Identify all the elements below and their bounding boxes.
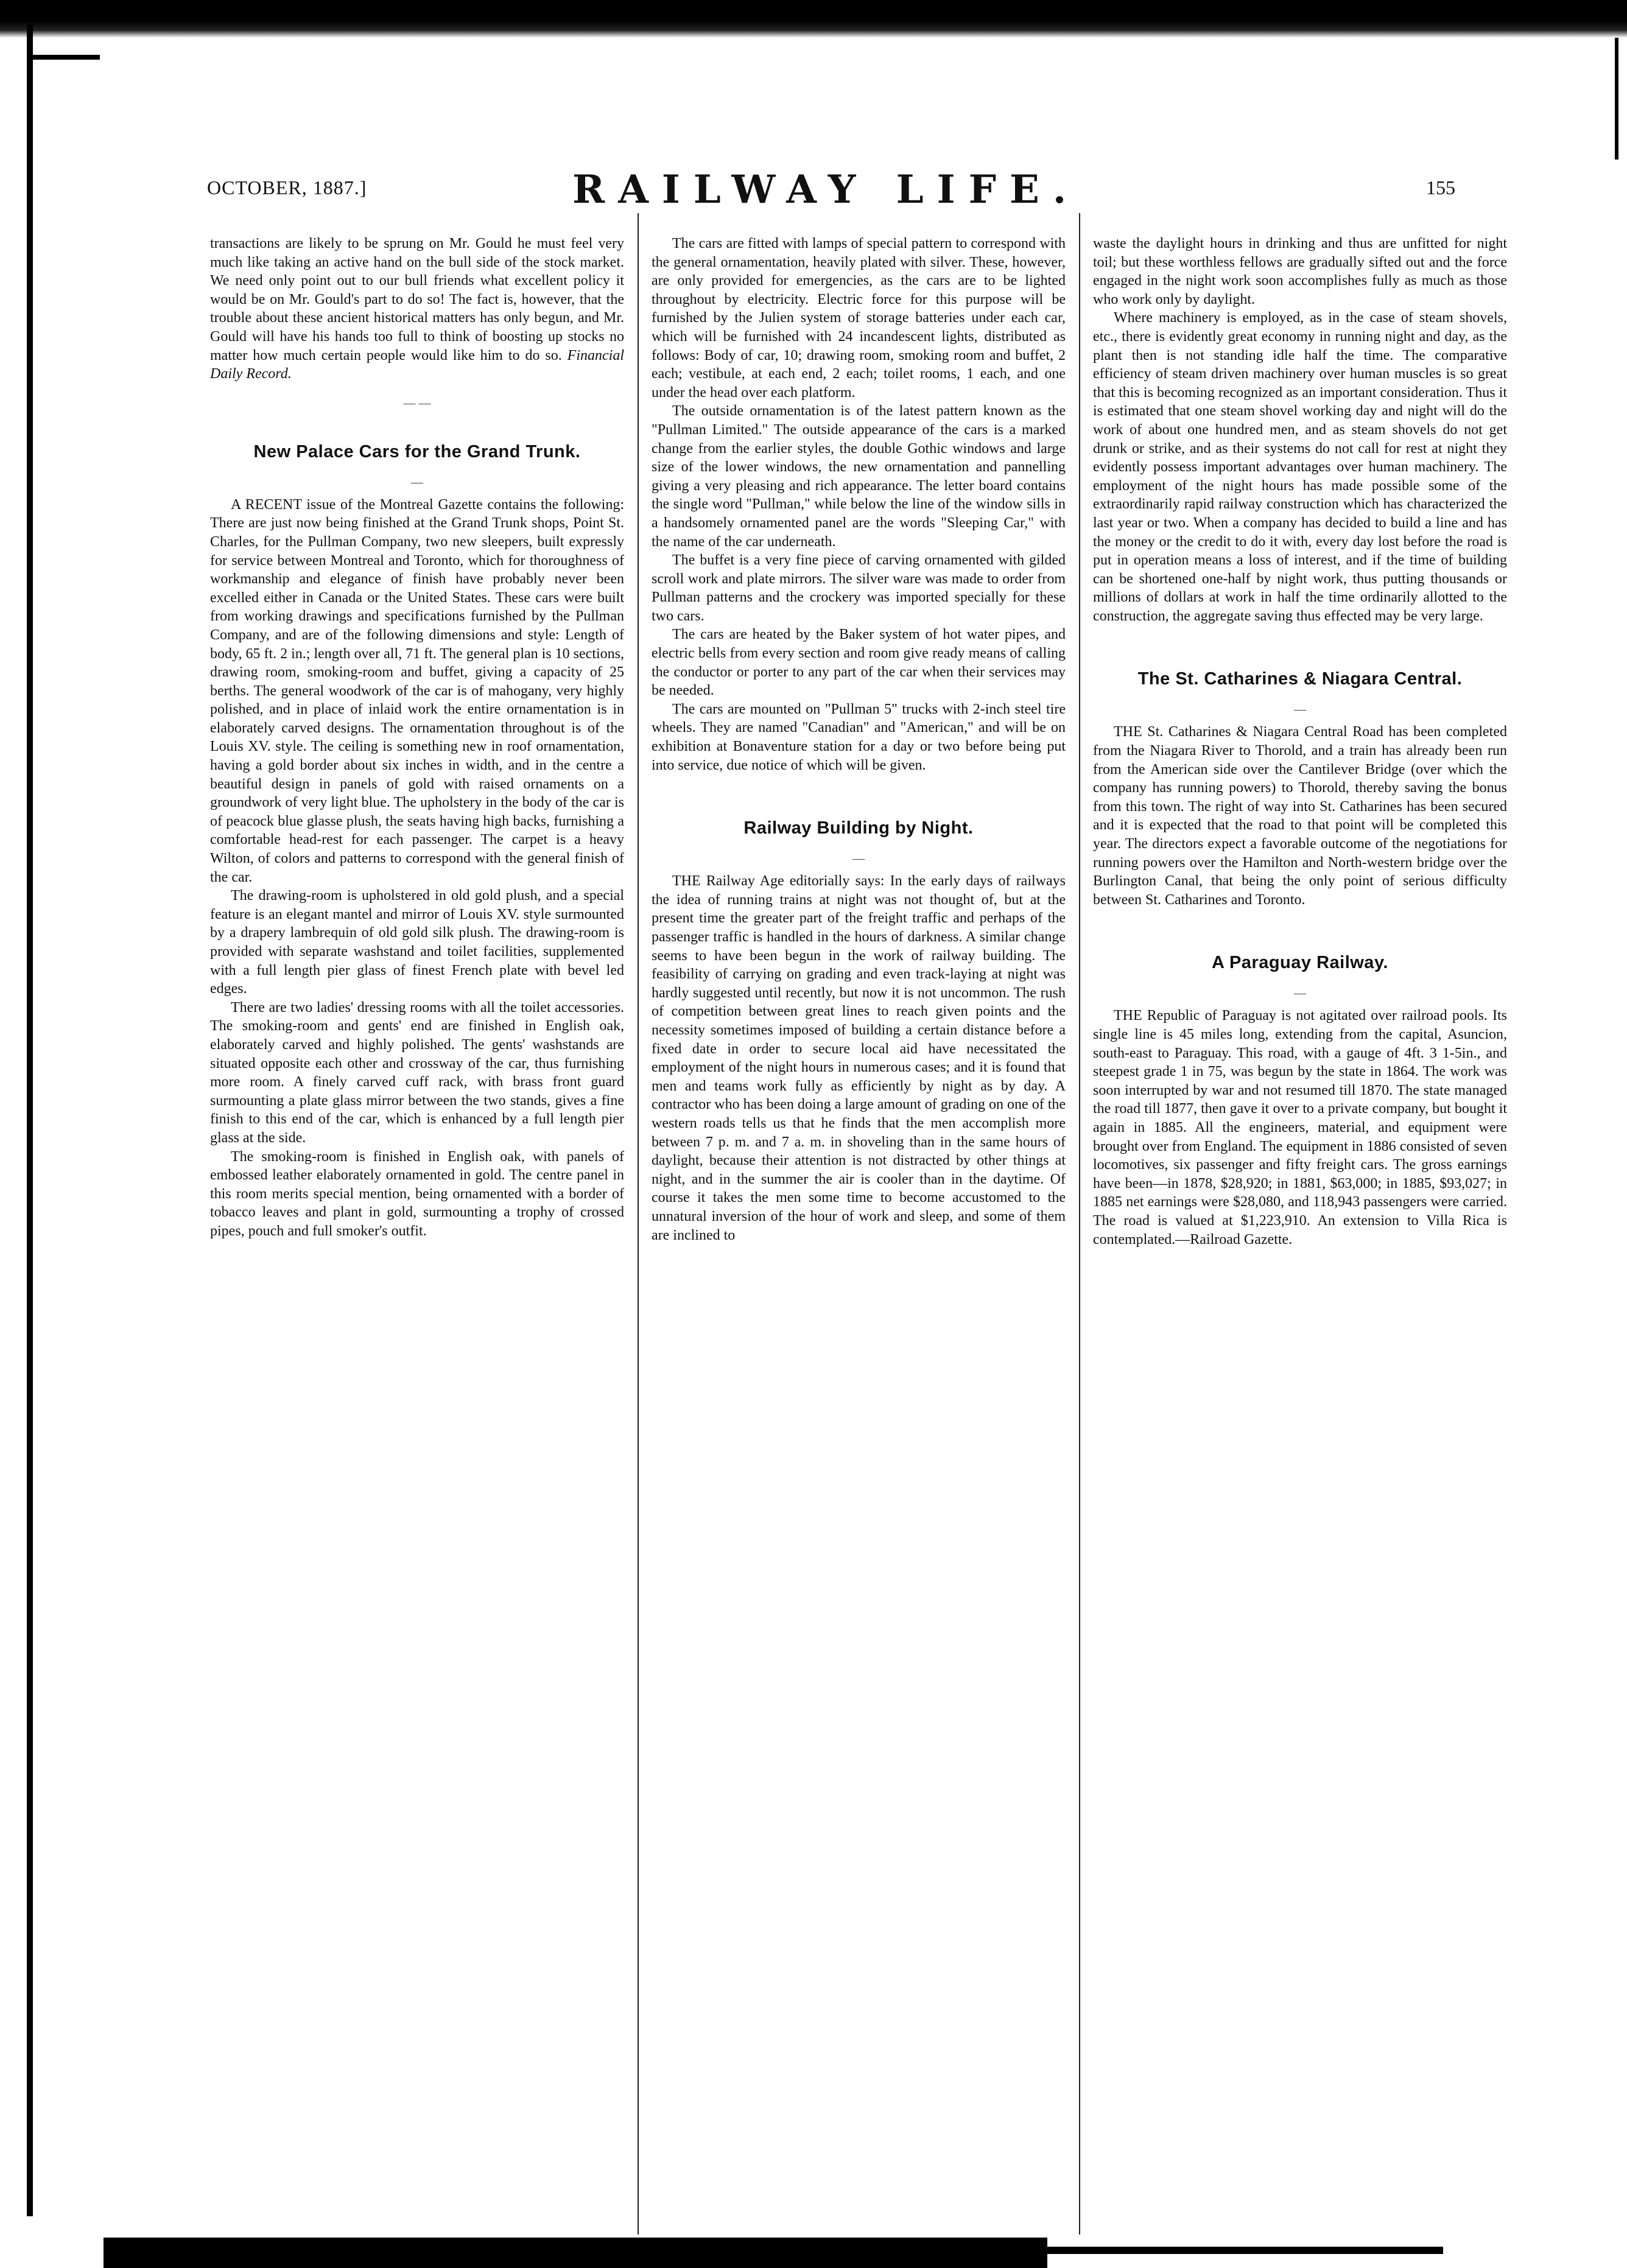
page-number: 155: [1426, 177, 1455, 198]
article-heading: Railway Building by Night.: [743, 818, 974, 838]
paragraph: The drawing-room is upholstered in old gold plush, and a special feature is an elegant mantel and mirror of Louis XV. style surmounted by a drapery lambrequin of old gold silk plush. The drawing-room is provided with separate washstand and toilet facilities, supplemented with a full length pier glass of finest French plate with bevel led edges.: [210, 888, 624, 997]
paragraph: The cars are heated by the Baker system of hot water pipes, and electric bells from every section and room give ready means of calling the conductor or porter to any part of the car when their services may be needed.: [652, 627, 1066, 699]
separator-rule: —: [852, 852, 865, 866]
paragraph: The smoking-room is finished in English oak, with panels of embossed leather elaborately ornamented in gold. The centre panel in this room merits special mention, being ornamented with a border of tobacco leaves and plant in gold, surmounting a trophy of crossed pipes, pouch and full smoker's outfit.: [210, 1148, 624, 1239]
paragraph: There are two ladies' dressing rooms with all the toilet accessories. The smoking-room and gents' end are finished in English oak, elaborately carved and highly polished. The gents' washstands are situated opposite each other and crossway of the car, thus furnishing more room. A finely carved cuff rack, with brass front guard surmounting a plate glass mirror between the two stands, gives a fine finish to this end of the car, which is enhanced by a full length pier glass at the side.: [210, 999, 624, 1146]
column-1: [210, 234, 624, 1241]
scan-border-top: [0, 0, 1627, 38]
masthead-title: RAILWAY LIFE.: [572, 167, 1080, 212]
attribution: Financial Daily Record.: [210, 347, 624, 382]
paragraph: The cars are fitted with lamps of special pattern to correspond with the general ornamentation, heavily plated with silver. These, however, are only provided for emergencies, as the cars are to be lighted throughout by electricity. Electric force for this purpose will be furnished by the Julien system of storage batteries under each car, which will be furnished with 24 incandescent lights, distributed as follows: Body of car, 10; drawing room, smoking room and buffet, 2 each; vestibule, at each end, 2 each; toilet rooms, 1 each, and one under the head over each platform.: [652, 236, 1066, 401]
header-date: OCTOBER, 1887.]: [207, 177, 367, 198]
paragraph: waste the daylight hours in drinking and thus are unfitted for night toil; but these worthless fellows are gradually sifted out and the force engaged in the night work soon accomplishes fully as much as those who work only by daylight.: [1093, 236, 1507, 307]
separator-rule: —: [1294, 703, 1306, 717]
article-heading: A Paraguay Railway.: [1212, 953, 1388, 973]
column-rule-left: [638, 213, 639, 2235]
article-heading: New Palace Cars for the Grand Trunk.: [253, 441, 581, 462]
separator-rule: — —: [403, 396, 431, 410]
column-3: [1093, 234, 1507, 1249]
paragraph: The outside ornamentation is of the latest pattern known as the "Pullman Limited." The outside appearance of the cars is a marked change from the earlier styles, the double Gothic windows and large size of the lower windows, the new ornamentation and pannelling giving a very pleasing and rich appearance. The letter board contains the single word "Pullman," while below the line of the window sills in a handsomely ornamented panel are the words "Sleeping Car," with the name of the car underneath.: [652, 403, 1066, 550]
paragraph: The buffet is a very fine piece of carving ornamented with gilded scroll work and plate mirrors. The silver ware was made to order from Pullman patterns and the crockery was imported specially for these two cars.: [652, 552, 1066, 624]
separator-rule: —: [1294, 986, 1306, 1000]
paragraph: Where machinery is employed, as in the case of steam shovels, etc., there is evidently great economy in running night and day, as the plant then is not standing idle half the time. The comparative efficiency of steam driven machinery over human muscles is so great that this is becoming recognized as an important consideration. Thus it is estimated that one steam shovel working day and night will do the work of about one hundred men, and as steam shovels do not get drunk or strike, and as their systems do not call for rest at night they evidently possess important advantages over human machinery. The employment of the night hours has made possible some of the extraordinarily rapid railway construction which has characterized the last year or two. When a company has decided to build a line and has the money or the credit to do it with, every day lost before the road is put in operation means a loss of interest, and if the time of building can be shortened one-half by night work, thus putting thousands or millions of dollars at work in half the time ordinarily allotted to the construction, the aggregate saving thus effected may be very large.: [1093, 310, 1507, 624]
article-heading: The St. Catharines & Niagara Central.: [1137, 669, 1463, 689]
scan-border-bottom: [104, 2238, 1047, 2268]
paragraph: transactions are likely to be sprung on Mr. Gould he must feel very much like taking an active hand on the bull side of the stock market. We need only point out to our bull friends what excellent policy it would be on Mr. Gould's part to do so! The fact is, however, that the trouble about these ancient historical matters has only begun, and Mr. Gould will have his hands too full to think of boosting up stocks no matter how much certain people would like him to do so. Financial Daily Record.: [210, 236, 624, 382]
separator-rule: —: [411, 475, 423, 489]
paragraph: The cars are mounted on "Pullman 5" trucks with 2-inch steel tire wheels. They are named "Canadian" and "American," and will be on exhibition at Bonaventure station for a day or two before being put into service, due notice of which will be given.: [652, 701, 1066, 773]
page-header: [207, 167, 1455, 213]
scan-border-right: [1615, 38, 1618, 160]
paragraph: THE Republic of Paraguay is not agitated over railroad pools. Its single line is 45 miles long, extending from the capital, Asuncion, south-east to Paraguay. This road, with a gauge of 4ft. 3 1-5in., and steepest grade 1 in 75, was begun by the state in 1864. The work was soon interrupted by war and not resumed till 1870. The state managed the road till 1877, then gave it over to a private company, but bought it again in 1885. All the engineers, material, and equipment were brought over from England. The equipment in 1886 consisted of seven locomotives, six passenger and fifty freight cars. The gross earnings have been—in 1878, $28,920; in 1881, $63,000; in 1885, $93,027; in 1885 net earnings were $28,080, and 118,943 passengers were carried. The road is valued at $1,223,910. An extension to Villa Rica is contemplated.—Railroad Gazette.: [1093, 1008, 1507, 1248]
column-rule-right: [1079, 213, 1080, 2235]
column-2: [652, 234, 1066, 1245]
paragraph: THE Railway Age editorially says: In the early days of railways the idea of running trains at night was not thought of, but at the present time the greater part of the freight traffic and perhaps of the passenger traffic is handled in the hours of darkness. A similar change seems to have been begun in the work of railway building. The feasibility of carrying on grading and even track-laying at night was hardly suggested until recently, but now it is not uncommon. The rush of competition between great lines to reach given points and the necessity sometimes imposed of building a certain distance before a fixed date in order to secure local aid have necessitated the employment of the night hours in numerous cases; and it is found that men and teams work fully as efficiently by night as by day. A contractor who has been doing a large amount of grading on one of the western roads tells us that he finds that the men accomplish more between 7 p. m. and 7 a. m. in shoveling than in the same hours of daylight, because their attention is not distracted by other things at night, and in the summer the air is cooler than in the daytime. Of course it takes the men some time to become accustomed to the unnatural inversion of the hour of work and sleep, and some of them are inclined to: [652, 873, 1066, 1243]
scan-border-corner: [27, 55, 100, 60]
paragraph: A RECENT issue of the Montreal Gazette contains the following: There are just now being finished at the Grand Trunk shops, Point St. Charles, for the Pullman Company, two new sleepers, built expressly for service between Montreal and Toronto, which for thoroughness of workmanship and elegance of finish have probably never been excelled either in Canada or the United States. These cars were built from working drawings and specifications furnished by the Pullman Company, and are of the following dimensions and style: Length of body, 65 ft. 2 in.; length over all, 71 ft. The general plan is 10 sections, drawing room, smoking-room and buffet, giving a capacity of 25 berths. The general woodwork of the car is of mahogany, very highly polished, and in place of inlaid work the entire ornamentation is in elaborately carved designs. The ornamentation throughout is of the Louis XV. style. The ceiling is something new in roof ornamentation, having a gold border about six inches in width, and in the centre a beautiful design in panels of gold with raised ornaments on a groundwork of very light blue. The upholstery in the body of the car is of peacock blue glasse plush, the seats having high backs, furnishing a comfortable head-rest for each passenger. The carpet is a heavy Wilton, of colors and patterns to correspond with the general finish of the car.: [210, 496, 624, 885]
scan-border-left: [27, 24, 33, 2216]
paragraph: THE St. Catharines & Niagara Central Road has been completed from the Niagara River to Thorold, and a train has already been run from the American side over the Cantilever Bridge (over which the company has running powers) to Thorold, thereby saving the bonus from this town. The right of way into St. Catharines has been secured and it is expected that the road to that point will be completed this year. The directors expect a favorable outcome of the negotiations for running powers over the Hamilton and North-western bridge over the Burlington Canal, that being the only point of serious difficulty between St. Catharines and Toronto.: [1093, 724, 1507, 908]
scan-border-bottom-thin: [1047, 2247, 1443, 2254]
